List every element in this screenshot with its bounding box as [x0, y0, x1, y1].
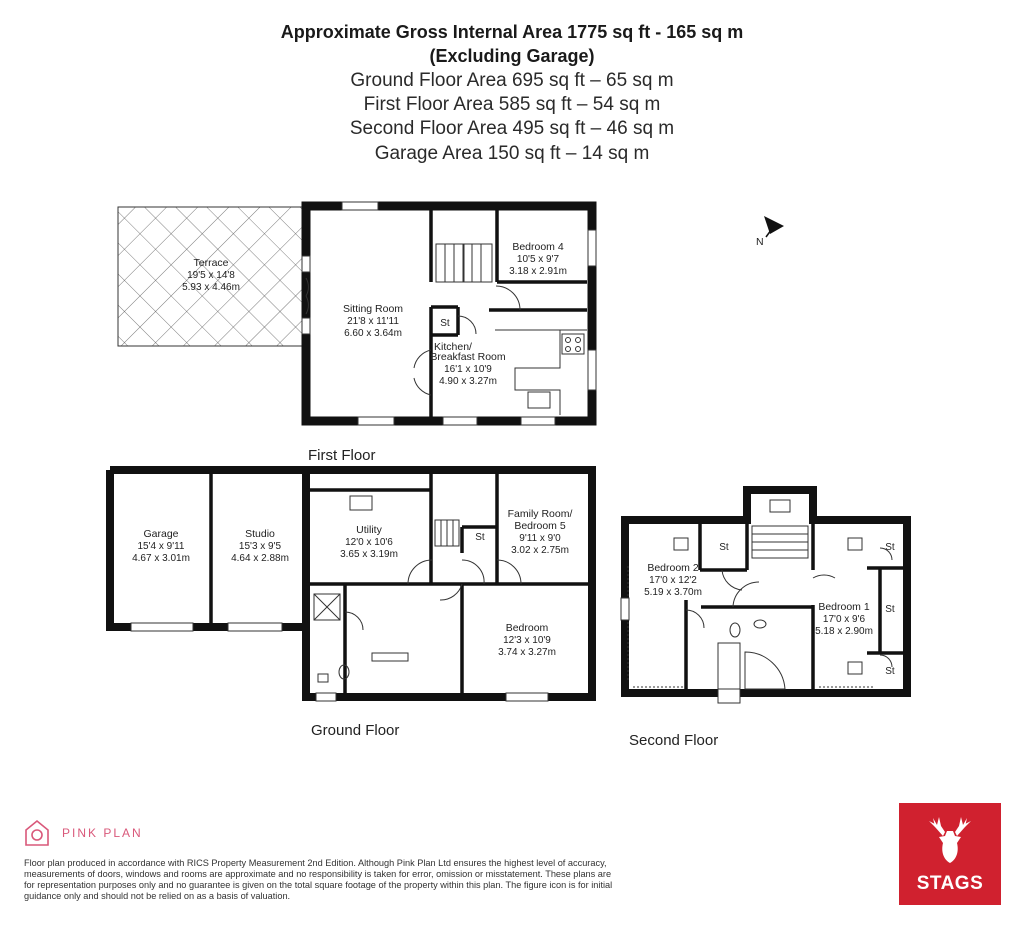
- studio-name: Studio: [245, 528, 275, 540]
- bedroom2-name: Bedroom 2: [647, 562, 699, 574]
- bedroom4-imperial: 10'5 x 9'7: [516, 254, 560, 265]
- north-label: N: [756, 236, 764, 248]
- family-metric: 3.02 x 2.75m: [511, 545, 569, 556]
- second-floor-store-label-3: St: [885, 604, 895, 615]
- ground-floor-area: Ground Floor Area 695 sq ft – 65 sq m: [350, 70, 674, 91]
- stags-logo: [899, 803, 1001, 905]
- bedroom-name: Bedroom: [505, 622, 549, 634]
- bedroom2-imperial: 17'0 x 12'2: [649, 575, 697, 586]
- pink-plan-brand: PINK PLAN: [62, 826, 143, 840]
- kitchen-imperial: 16'1 x 10'9: [444, 364, 492, 375]
- terrace-imperial: 19'5 x 14'8: [187, 270, 235, 281]
- terrace-metric: 5.93 x 4.46m: [182, 282, 240, 293]
- first-floor-label: First Floor: [308, 447, 376, 464]
- utility-name: Utility: [356, 524, 382, 536]
- ground-floor-plan: [110, 470, 592, 701]
- terrace-name: Terrace: [193, 257, 229, 269]
- sitting-name: Sitting Room: [342, 303, 404, 315]
- kitchen-metric: 4.90 x 3.27m: [439, 376, 497, 387]
- garage-area: Garage Area 150 sq ft – 14 sq m: [374, 143, 650, 164]
- stag-head-icon: [899, 803, 1001, 873]
- studio-metric: 4.64 x 2.88m: [231, 553, 289, 564]
- ground-floor-doors: [345, 560, 521, 630]
- bedroom-imperial: 12'3 x 10'9: [503, 635, 551, 646]
- utility-imperial: 12'0 x 10'6: [345, 537, 393, 548]
- pink-plan-logo-icon: [26, 821, 48, 845]
- ground-floor-windows: [131, 623, 548, 701]
- bedroom1-imperial: 17'0 x 9'6: [822, 614, 866, 625]
- first-floor-area: First Floor Area 585 sq ft – 54 sq m: [363, 94, 661, 115]
- bedroom4-metric: 3.18 x 2.91m: [509, 266, 567, 277]
- second-floor-area: Second Floor Area 495 sq ft – 46 sq m: [349, 118, 675, 139]
- sitting-metric: 6.60 x 3.64m: [344, 328, 402, 339]
- second-floor-label: Second Floor: [629, 732, 719, 749]
- second-floor-store-label-1: St: [719, 542, 729, 553]
- header-title: Approximate Gross Internal Area 1775 sq ft - 165 sq m: [280, 22, 744, 42]
- studio-imperial: 15'3 x 9'5: [238, 541, 282, 552]
- first-floor-stairs: [436, 244, 492, 282]
- utility-metric: 3.65 x 3.19m: [340, 549, 398, 560]
- bedroom-metric: 3.74 x 3.27m: [498, 647, 556, 658]
- bedroom1-metric: 5.18 x 2.90m: [815, 626, 873, 637]
- garage-name: Garage: [143, 528, 179, 540]
- family-name-2: Bedroom 5: [514, 520, 566, 532]
- family-name-1: Family Room/: [507, 508, 573, 520]
- family-imperial: 9'11 x 9'0: [519, 533, 561, 544]
- stags-label: STAGS: [916, 873, 984, 894]
- garage-metric: 4.67 x 3.01m: [132, 553, 190, 564]
- kitchen-name-1: Kitchen/: [434, 341, 472, 353]
- kitchen-name-2: Breakfast Room: [430, 351, 506, 363]
- bedroom1-name: Bedroom 1: [818, 601, 870, 613]
- ground-floor-store-label: St: [475, 532, 485, 543]
- north-arrow-icon: [764, 216, 784, 237]
- bedroom4-name: Bedroom 4: [512, 241, 564, 253]
- garage-imperial: 15'4 x 9'11: [137, 541, 185, 552]
- first-floor-store-label: St: [440, 318, 450, 329]
- second-floor-store-label-4: St: [885, 666, 895, 677]
- header-subtitle: (Excluding Garage): [429, 46, 595, 66]
- kitchen-counters: [495, 330, 587, 415]
- bedroom2-metric: 5.19 x 3.70m: [644, 587, 702, 598]
- ground-floor-label: Ground Floor: [311, 722, 400, 739]
- disclaimer-text: Floor plan produced in accordance with RICS Property Measurement 2nd Edition. Although Pink Plan Ltd ensures the highest level of accuracy, measurements of doors, windows and rooms are approximate and no responsibility is taken for error, omission or misstatement. These plans are for representation purposes only and no guarantee is given on the total square footage of the property within this plan. The figure icon is for initial guidance only and should not be relied on as a basis of valuation.: [24, 858, 613, 901]
- second-floor-store-label-2: St: [885, 542, 895, 553]
- sitting-imperial: 21'8 x 11'11: [347, 316, 399, 327]
